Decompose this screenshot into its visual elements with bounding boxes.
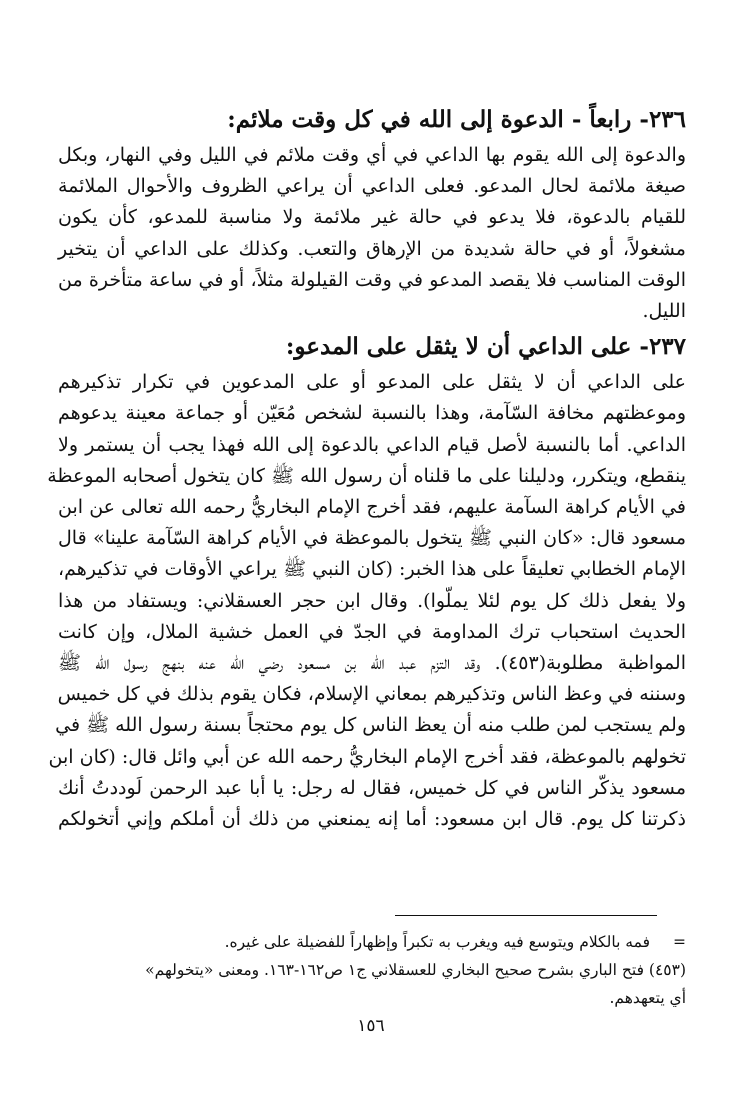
text-line: مسعود يذكّر الناس في كل خميس، فقال له رجل: يا أبا عبد الرحمن لَوددتُ أنك bbox=[58, 776, 686, 799]
footnote-453: (٤٥٣) فتح الباري بشرح صحيح البخاري للعسقلاني ج١ ص١٦٢-١٦٣. ومعنى «يتخولهم» bbox=[145, 961, 686, 979]
text-line: على الداعي أن لا يثقل على المدعو أو على المدعوين في تكرار تذكيرهم bbox=[58, 371, 686, 394]
text-line: ينقطع، ويتكرر، ودليلنا على ما قلناه أن رسول الله ﷺ كان يتخول أصحابه الموعظة bbox=[47, 464, 686, 487]
section-237-heading: ٢٣٧- على الداعي أن لا يثقل على المدعو: bbox=[285, 333, 686, 361]
footnote-453-cont: أي يتعهدهم. bbox=[609, 989, 686, 1007]
text-line: الحديث استحباب ترك المداومة في الجدّ في العمل خشية الملال، وإن كانت bbox=[58, 620, 686, 643]
text-line: للقيام بالدعوة، فلا يدعو في حالة غير ملائمة ولا مناسبة للمدعو، كأن يكون bbox=[58, 206, 686, 229]
text-line: المواظبة مطلوبة(٤٥٣). وقد التزم عبد الله بن مسعود رضي الله عنه بنهج رسول الله ﷺ bbox=[58, 652, 686, 675]
text-line: وموعظتهم مخافة السّآمة، وهذا بالنسبة لشخص مُعَيّن أو جماعة معينة يدعوهم bbox=[58, 402, 686, 425]
text-line: في الأيام كراهة السآمة عليهم، فقد أخرج الإمام البخاريُّ رحمه الله تعالى عن ابن bbox=[58, 496, 686, 519]
text-line: الداعي. أما بالنسبة لأصل قيام الداعي بالدعوة إلى الله فهذا يجب أن يستمر ولا bbox=[58, 433, 686, 456]
page-number: ١٥٦ bbox=[357, 1016, 385, 1036]
text-line: الليل. bbox=[642, 300, 686, 323]
section-236-heading: ٢٣٦- رابعاً - الدعوة إلى الله في كل وقت ملائم: bbox=[227, 106, 686, 133]
text-line: صيغة ملائمة لحال المدعو. فعلى الداعي أن يراعي الظروف والأحوال الملائمة bbox=[58, 175, 686, 198]
section-237-paragraph bbox=[47, 367, 686, 835]
footnote-divider bbox=[395, 915, 657, 916]
text-line: مشغولاً، أو في حالة شديدة من الإرهاق والتعب. وكذلك على الداعي أن يتخير bbox=[58, 237, 686, 260]
section-236-paragraph bbox=[58, 140, 686, 327]
text-line: الإمام الخطابي تعليقاً على هذا الخبر: (كان النبي ﷺ يراعي الأوقات في تذكيرهم، bbox=[58, 558, 686, 581]
text-line: تخولهم بالموعظة، فقد أخرج الإمام البخاريُّ رحمه الله عن أبي وائل قال: (كان ابن bbox=[48, 745, 686, 768]
text-line: ذكرتنا كل يوم. قال ابن مسعود: أما إنه يمنعني من ذلك أن أملكم وإني أتخولكم bbox=[58, 808, 686, 831]
continuation-text: فمه بالكلام ويتوسع فيه ويغرب به تكبراً وإظهاراً للفضيلة على غيره. bbox=[224, 933, 650, 951]
footnotes bbox=[58, 928, 686, 1012]
continuation-marker: = bbox=[673, 933, 686, 951]
page-body bbox=[47, 100, 686, 835]
text-line: ولا يفعل ذلك كل يوم لئلا يملّوا). وقال ابن حجر العسقلاني: ويستفاد من هذا bbox=[58, 589, 686, 612]
text-line: الوقت المناسب فلا يقصد المدعو في وقت القيلولة مثلاً، أو في ساعة متأخرة من bbox=[58, 268, 686, 291]
text-line: والدعوة إلى الله يقوم بها الداعي في أي وقت ملائم في الليل وفي النهار، وبكل bbox=[58, 144, 686, 166]
text-line: ولم يستجب لمن طلب منه أن يعظ الناس كل يوم محتجاً بسنة رسول الله ﷺ في bbox=[55, 714, 686, 737]
text-line: مسعود قال: «كان النبي ﷺ يتخول بالموعظة في الأيام كراهة السّآمة علينا» قال bbox=[58, 527, 686, 550]
text-line: وسننه في وعظ الناس وتذكيرهم بمعاني الإسلام، فكان يقوم بذلك في كل خميس bbox=[57, 683, 686, 706]
footnote-continuation bbox=[58, 928, 686, 956]
